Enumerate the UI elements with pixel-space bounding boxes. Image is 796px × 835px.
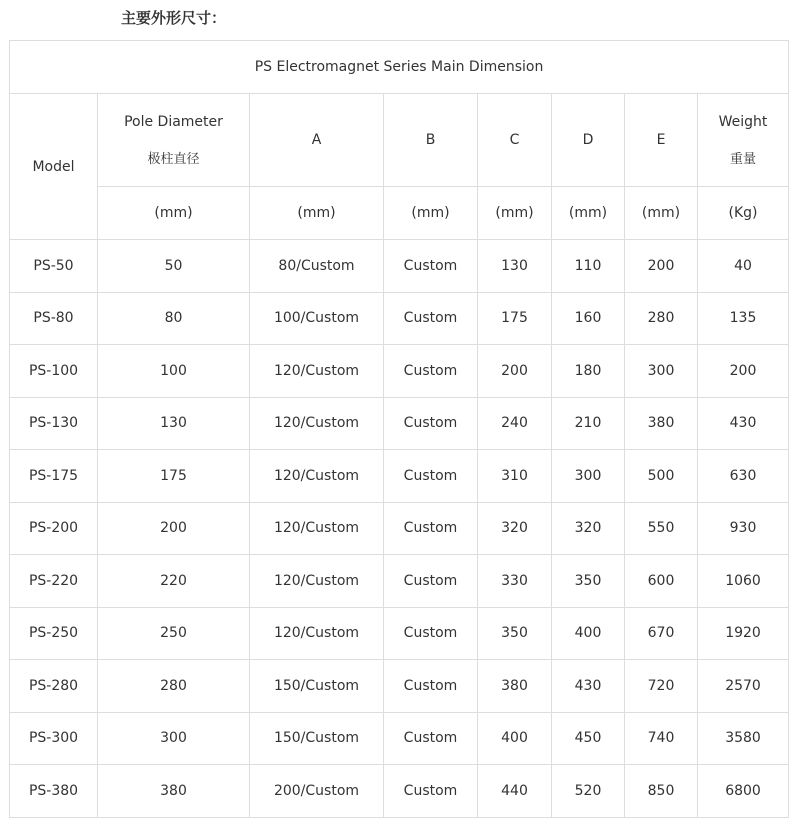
cell-a: 120/Custom	[250, 502, 384, 555]
cell-d: 350	[552, 555, 625, 608]
cell-model: PS-50	[10, 240, 98, 293]
unit-e: (mm)	[625, 187, 698, 240]
cell-e: 200	[625, 240, 698, 293]
cell-a: 120/Custom	[250, 397, 384, 450]
cell-pole-diameter: 50	[98, 240, 250, 293]
cell-e: 500	[625, 450, 698, 503]
cell-a: 120/Custom	[250, 607, 384, 660]
table-title: PS Electromagnet Series Main Dimension	[10, 41, 789, 94]
cell-b: Custom	[384, 345, 478, 398]
table-row	[10, 345, 789, 398]
cell-model: PS-175	[10, 450, 98, 503]
section-heading: 主要外形尺寸：	[121, 9, 227, 27]
header-weight-cn: 重量	[730, 151, 757, 167]
unit-weight: (Kg)	[698, 187, 789, 240]
header-d: D	[552, 94, 625, 187]
cell-pole-diameter: 100	[98, 345, 250, 398]
header-weight	[698, 94, 789, 187]
cell-e: 600	[625, 555, 698, 608]
cell-e: 850	[625, 765, 698, 818]
cell-c: 240	[478, 397, 552, 450]
unit-a: (mm)	[250, 187, 384, 240]
cell-pole-diameter: 200	[98, 502, 250, 555]
cell-a: 150/Custom	[250, 712, 384, 765]
cell-a: 120/Custom	[250, 450, 384, 503]
cell-d: 180	[552, 345, 625, 398]
cell-e: 550	[625, 502, 698, 555]
cell-c: 400	[478, 712, 552, 765]
cell-d: 320	[552, 502, 625, 555]
cell-c: 310	[478, 450, 552, 503]
cell-pole-diameter: 130	[98, 397, 250, 450]
header-c: C	[478, 94, 552, 187]
cell-weight: 930	[698, 502, 789, 555]
unit-pole-diameter: (mm)	[98, 187, 250, 240]
table-row	[10, 240, 789, 293]
cell-b: Custom	[384, 450, 478, 503]
cell-e: 740	[625, 712, 698, 765]
cell-d: 160	[552, 292, 625, 345]
cell-b: Custom	[384, 555, 478, 608]
table-row	[10, 502, 789, 555]
cell-model: PS-300	[10, 712, 98, 765]
cell-d: 300	[552, 450, 625, 503]
cell-e: 720	[625, 660, 698, 713]
header-e: E	[625, 94, 698, 187]
cell-b: Custom	[384, 607, 478, 660]
cell-a: 100/Custom	[250, 292, 384, 345]
cell-weight: 1060	[698, 555, 789, 608]
cell-b: Custom	[384, 292, 478, 345]
unit-b: (mm)	[384, 187, 478, 240]
cell-weight: 200	[698, 345, 789, 398]
table-body	[10, 240, 789, 818]
cell-c: 175	[478, 292, 552, 345]
cell-pole-diameter: 80	[98, 292, 250, 345]
cell-b: Custom	[384, 397, 478, 450]
cell-model: PS-380	[10, 765, 98, 818]
table-row	[10, 660, 789, 713]
cell-weight: 630	[698, 450, 789, 503]
table-row	[10, 607, 789, 660]
cell-c: 440	[478, 765, 552, 818]
cell-pole-diameter: 250	[98, 607, 250, 660]
cell-c: 200	[478, 345, 552, 398]
cell-a: 120/Custom	[250, 345, 384, 398]
dimension-table	[9, 40, 789, 818]
cell-c: 380	[478, 660, 552, 713]
cell-model: PS-100	[10, 345, 98, 398]
header-model: Model	[10, 94, 98, 240]
cell-c: 350	[478, 607, 552, 660]
table-row	[10, 555, 789, 608]
cell-d: 110	[552, 240, 625, 293]
cell-weight: 430	[698, 397, 789, 450]
header-pole-diameter-cn: 极柱直径	[147, 151, 200, 167]
cell-pole-diameter: 300	[98, 712, 250, 765]
cell-weight: 3580	[698, 712, 789, 765]
cell-b: Custom	[384, 765, 478, 818]
cell-e: 280	[625, 292, 698, 345]
cell-model: PS-280	[10, 660, 98, 713]
cell-weight: 40	[698, 240, 789, 293]
table-row	[10, 292, 789, 345]
cell-weight: 1920	[698, 607, 789, 660]
table-row	[10, 712, 789, 765]
cell-e: 300	[625, 345, 698, 398]
cell-b: Custom	[384, 660, 478, 713]
cell-model: PS-250	[10, 607, 98, 660]
cell-e: 380	[625, 397, 698, 450]
cell-b: Custom	[384, 502, 478, 555]
table-row	[10, 450, 789, 503]
cell-b: Custom	[384, 712, 478, 765]
header-b: B	[384, 94, 478, 187]
cell-e: 670	[625, 607, 698, 660]
cell-b: Custom	[384, 240, 478, 293]
cell-model: PS-220	[10, 555, 98, 608]
header-weight-label: Weight	[718, 113, 768, 130]
cell-weight: 6800	[698, 765, 789, 818]
cell-a: 120/Custom	[250, 555, 384, 608]
unit-c: (mm)	[478, 187, 552, 240]
cell-pole-diameter: 220	[98, 555, 250, 608]
cell-model: PS-80	[10, 292, 98, 345]
header-pole-diameter	[98, 94, 250, 187]
cell-d: 400	[552, 607, 625, 660]
unit-d: (mm)	[552, 187, 625, 240]
cell-pole-diameter: 380	[98, 765, 250, 818]
cell-a: 150/Custom	[250, 660, 384, 713]
cell-a: 80/Custom	[250, 240, 384, 293]
cell-weight: 135	[698, 292, 789, 345]
table-row	[10, 397, 789, 450]
cell-c: 320	[478, 502, 552, 555]
cell-c: 130	[478, 240, 552, 293]
cell-model: PS-200	[10, 502, 98, 555]
cell-d: 210	[552, 397, 625, 450]
cell-pole-diameter: 280	[98, 660, 250, 713]
cell-model: PS-130	[10, 397, 98, 450]
cell-pole-diameter: 175	[98, 450, 250, 503]
cell-c: 330	[478, 555, 552, 608]
cell-d: 450	[552, 712, 625, 765]
cell-a: 200/Custom	[250, 765, 384, 818]
cell-weight: 2570	[698, 660, 789, 713]
cell-d: 430	[552, 660, 625, 713]
header-pole-diameter-label: Pole Diameter	[124, 113, 223, 130]
header-a: A	[250, 94, 384, 187]
cell-d: 520	[552, 765, 625, 818]
table-row	[10, 765, 789, 818]
